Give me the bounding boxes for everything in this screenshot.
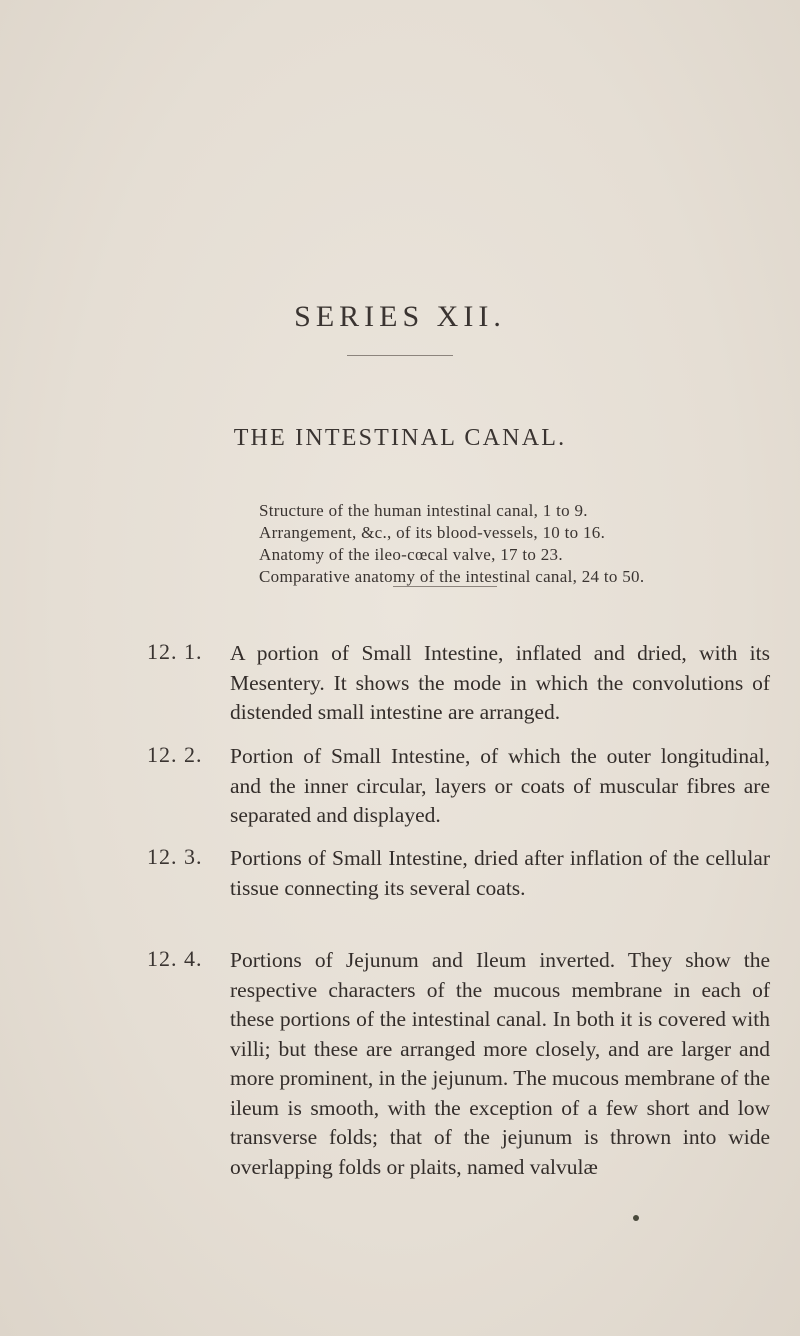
series-heading: SERIES XII.: [294, 300, 506, 333]
contents-line: Arrangement, &c., of its blood-vessels, 10 to 16.: [259, 523, 606, 542]
entry-number: 12. 3.: [147, 844, 203, 869]
section-title: THE INTESTINAL CANAL.: [233, 425, 567, 451]
contents-list: [259, 500, 779, 588]
divider-rule: [393, 586, 497, 587]
entry-description: Portion of Small Intestine, of which the outer longitudinal, and the inner circular, layers or coats of muscular fibres are separated and displayed.: [230, 744, 770, 827]
entry-number: 12. 1.: [147, 639, 203, 664]
entry-description: Portions of Small Intestine, dried after inflation of the cellular tissue connecting its several coats.: [230, 846, 770, 900]
divider-rule: [347, 355, 453, 356]
entry-number: 12. 2.: [147, 742, 203, 767]
entry-description: A portion of Small Intestine, inflated and dried, with its Mesentery. It shows the mode in which the convolutions of distended small intestine are arranged.: [230, 641, 770, 724]
contents-line: Comparative anatomy of the intestinal canal, 24 to 50.: [259, 567, 645, 586]
contents-line: Anatomy of the ileo-cœcal valve, 17 to 23.: [259, 545, 563, 564]
entry-description: Portions of Jejunum and Ileum inverted. They show the respective characters of the mucous membrane in each of these portions of the intestinal canal. In both it is covered with villi; but these are arranged more closely, and are larger and more prominent, in the jejunum. The mucous membrane of the ileum is smooth, with the exception of a few short and low transverse folds; that of the jejunum is thrown into wide overlapping folds or plaits, named valvulæ: [230, 948, 770, 1179]
ink-speck: [633, 1215, 639, 1221]
entry-number: 12. 4.: [147, 946, 203, 971]
contents-line: Structure of the human intestinal canal, 1 to 9.: [259, 501, 588, 520]
